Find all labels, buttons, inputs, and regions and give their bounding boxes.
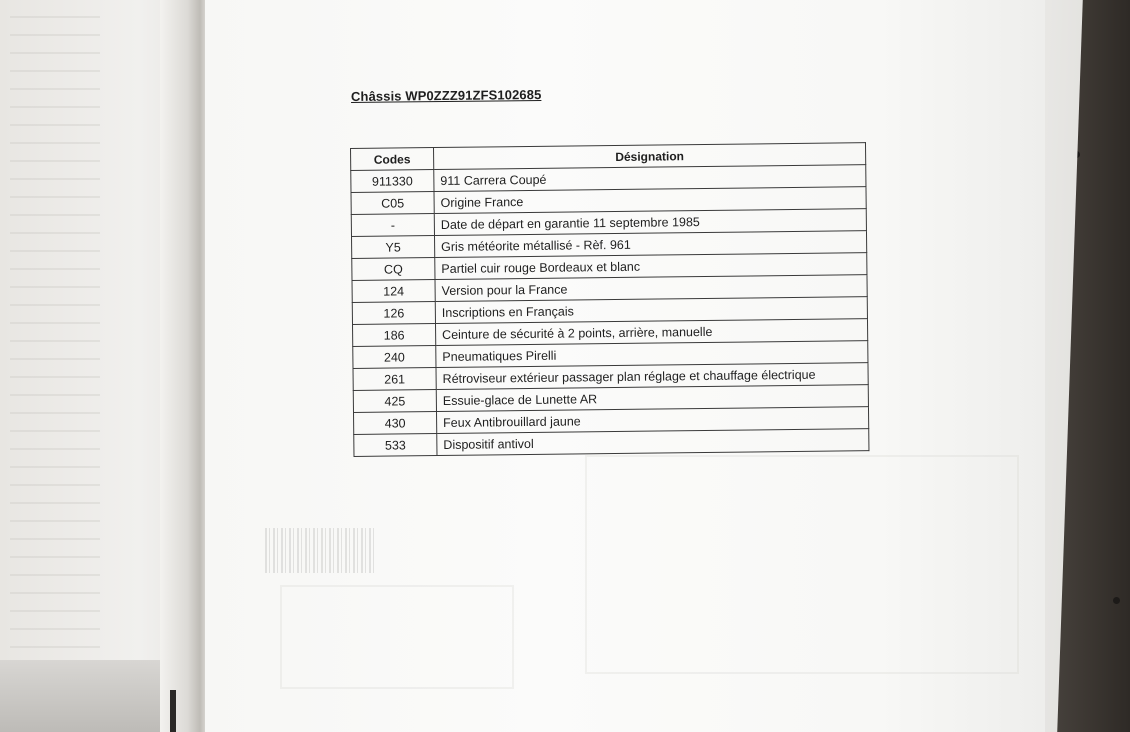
reverse-side-box xyxy=(280,585,514,689)
option-designation: Date de départ en garantie 11 septembre 1985 xyxy=(434,209,866,236)
option-designation: Rétroviseur extérieur passager plan réglage et chauffage électrique xyxy=(436,363,868,390)
option-code: CQ xyxy=(352,258,435,281)
reverse-side-box xyxy=(585,455,1019,674)
option-designation: Dispositif antivol xyxy=(437,429,869,456)
option-designation: Origine France xyxy=(434,187,866,214)
option-code: 430 xyxy=(354,412,437,435)
option-code: 124 xyxy=(352,280,435,303)
reverse-side-barcode xyxy=(265,528,375,573)
option-designation: Pneumatiques Pirelli xyxy=(436,341,868,368)
option-code: C05 xyxy=(351,192,434,215)
option-designation: Inscriptions en Français xyxy=(435,297,867,324)
option-designation: Feux Antibrouillard jaune xyxy=(436,407,868,434)
option-designation: Essuie-glace de Lunette AR xyxy=(436,385,868,412)
desk-screw xyxy=(1113,597,1120,604)
table-body xyxy=(351,165,869,457)
codes-column-header: Codes xyxy=(351,148,434,171)
option-designation: 911 Carrera Coupé xyxy=(434,165,866,192)
previous-page-bleed-text xyxy=(10,0,100,660)
option-designation: Partiel cuir rouge Bordeaux et blanc xyxy=(435,253,867,280)
option-code: 533 xyxy=(354,434,437,457)
document-title: Châssis WP0ZZZ91ZFS102685 xyxy=(350,87,542,104)
options-table xyxy=(350,142,869,457)
option-code: - xyxy=(351,214,434,237)
option-designation: Gris météorite métallisé - Rèf. 961 xyxy=(434,231,866,258)
option-code: 240 xyxy=(353,346,436,369)
designation-column-header: Désignation xyxy=(434,143,866,170)
option-designation: Ceinture de sécurité à 2 points, arrière, manuelle xyxy=(435,319,867,346)
binder-spine xyxy=(160,0,210,732)
option-code: 126 xyxy=(352,302,435,325)
binder-spine-edge xyxy=(170,690,176,732)
option-code: 425 xyxy=(353,390,436,413)
option-code: 261 xyxy=(353,368,436,391)
option-designation: Version pour la France xyxy=(435,275,867,302)
option-code: Y5 xyxy=(352,236,435,259)
option-code: 911330 xyxy=(351,170,434,193)
option-code: 186 xyxy=(353,324,436,347)
